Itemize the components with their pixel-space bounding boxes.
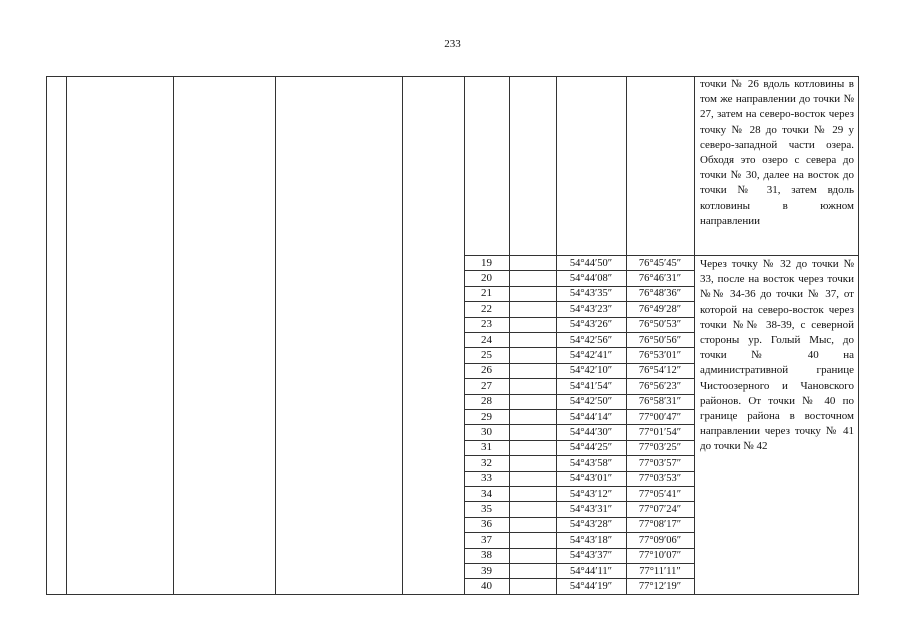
latitude: 54°44′50″: [569, 257, 613, 269]
table-rule: [464, 317, 694, 318]
latitude: 54°43′01″: [569, 473, 613, 485]
table-rule: [46, 76, 47, 595]
latitude: 54°42′56″: [569, 334, 613, 346]
table-rule: [464, 517, 694, 518]
table-rule: [464, 378, 694, 379]
table-rule: [464, 270, 694, 271]
longitude: 76°48′36″: [638, 288, 682, 300]
point-number: 32: [481, 456, 492, 469]
table-rule: [464, 424, 694, 425]
point-number: 33: [481, 472, 492, 485]
point-number: 19: [481, 256, 492, 269]
longitude: 77°11′11″: [639, 565, 681, 577]
longitude: 76°54′12″: [638, 365, 682, 377]
table-rule: [464, 301, 694, 302]
longitude: 77°07′24″: [638, 503, 682, 515]
group-description-text: Через точку № 32 до точки № 33, после на восток через точки №№ 34-36 до точки № 37, от которой на северо-восток через точки №№ 38-39, с северной стороны ур. Голый Мыс, до точки № 40 на административной границе Чистоозерного и Чановского районов. От точки № 40 по границе района в восточном направлении через точку № 41 до точки № 42: [700, 258, 854, 453]
table-rule: [402, 76, 403, 595]
latitude: 54°44′14″: [569, 411, 613, 423]
longitude: 76°58′31″: [638, 396, 682, 408]
table-rule: [464, 286, 694, 287]
point-number: 22: [481, 302, 492, 315]
table-rule: [464, 347, 694, 348]
point-number: 36: [481, 518, 492, 531]
latitude: 54°44′19″: [569, 580, 613, 592]
longitude: 76°50′56″: [638, 334, 682, 346]
continued-description: [700, 77, 854, 229]
longitude: 77°12′19″: [638, 580, 682, 592]
point-number: 25: [481, 348, 492, 361]
latitude: 54°42′41″: [569, 349, 613, 361]
latitude: 54°43′28″: [569, 519, 613, 531]
latitude: 54°44′30″: [569, 426, 613, 438]
point-number: 35: [481, 502, 492, 515]
table-rule: [464, 486, 694, 487]
table-rule: [464, 532, 694, 533]
table-rule: [464, 409, 694, 410]
boundary-table: [46, 76, 859, 595]
point-number: 38: [481, 549, 492, 562]
latitude: 54°44′11″: [570, 565, 612, 577]
table-rule: [66, 76, 67, 595]
group-description: [700, 257, 854, 455]
point-number: 39: [481, 564, 492, 577]
longitude: 77°10′07″: [638, 550, 682, 562]
continued-description-text: точки № 26 вдоль котловины в том же направлении до точки № 27, затем на северо-восток через точку № 28 до точки № 29 у северо-западной части озера. Обходя это озеро с севера до точки № 30, далее на восток до точки № 31, затем вдоль котловины в южном направлении: [700, 78, 854, 227]
latitude: 54°44′25″: [569, 442, 613, 454]
point-number: 20: [481, 271, 492, 284]
table-rule: [464, 455, 694, 456]
table-rule: [173, 76, 174, 595]
table-rule: [464, 363, 694, 364]
point-number: 21: [481, 287, 492, 300]
table-rule: [464, 440, 694, 441]
table-rule: [275, 76, 276, 595]
point-number: 30: [481, 425, 492, 438]
longitude: 77°03′57″: [638, 457, 682, 469]
longitude: 76°45′45″: [638, 257, 682, 269]
point-number: 27: [481, 379, 492, 392]
latitude: 54°43′35″: [569, 288, 613, 300]
table-rule: [464, 332, 694, 333]
longitude: 77°08′17″: [638, 519, 682, 531]
longitude: 77°09′06″: [638, 534, 682, 546]
longitude: 76°50′53″: [638, 319, 682, 331]
latitude: 54°43′37″: [569, 550, 613, 562]
point-number: 26: [481, 364, 492, 377]
table-rule: [464, 548, 694, 549]
longitude: 76°53′01″: [638, 349, 682, 361]
longitude: 77°03′25″: [638, 442, 682, 454]
latitude: 54°43′58″: [569, 457, 613, 469]
table-rule: [464, 255, 859, 256]
longitude: 76°46′31″: [638, 272, 682, 284]
table-rule: [464, 471, 694, 472]
point-number: 24: [481, 333, 492, 346]
longitude: 77°00′47″: [638, 411, 682, 423]
point-number: 29: [481, 410, 492, 423]
point-number: 23: [481, 318, 492, 331]
longitude: 76°49′28″: [638, 303, 682, 315]
latitude: 54°41′54″: [569, 380, 613, 392]
point-number: 40: [481, 579, 492, 592]
longitude: 76°56′23″: [638, 380, 682, 392]
longitude: 77°05′41″: [638, 488, 682, 500]
table-rule: [858, 76, 859, 595]
page-number: 233: [444, 38, 461, 50]
latitude: 54°43′12″: [569, 488, 613, 500]
latitude: 54°43′26″: [569, 319, 613, 331]
longitude: 77°01′54″: [638, 426, 682, 438]
table-rule: [464, 578, 694, 579]
latitude: 54°44′08″: [569, 272, 613, 284]
latitude: 54°42′10″: [569, 365, 613, 377]
table-rule: [464, 563, 694, 564]
latitude: 54°43′31″: [569, 503, 613, 515]
table-rule: [694, 76, 695, 595]
longitude: 77°03′53″: [638, 473, 682, 485]
latitude: 54°42′50″: [569, 396, 613, 408]
latitude: 54°43′23″: [569, 303, 613, 315]
table-rule: [464, 394, 694, 395]
latitude: 54°43′18″: [569, 534, 613, 546]
table-rule: [46, 594, 859, 595]
table-rule: [464, 501, 694, 502]
point-number: 34: [481, 487, 492, 500]
point-number: 28: [481, 395, 492, 408]
point-number: 31: [481, 441, 492, 454]
point-number: 37: [481, 533, 492, 546]
